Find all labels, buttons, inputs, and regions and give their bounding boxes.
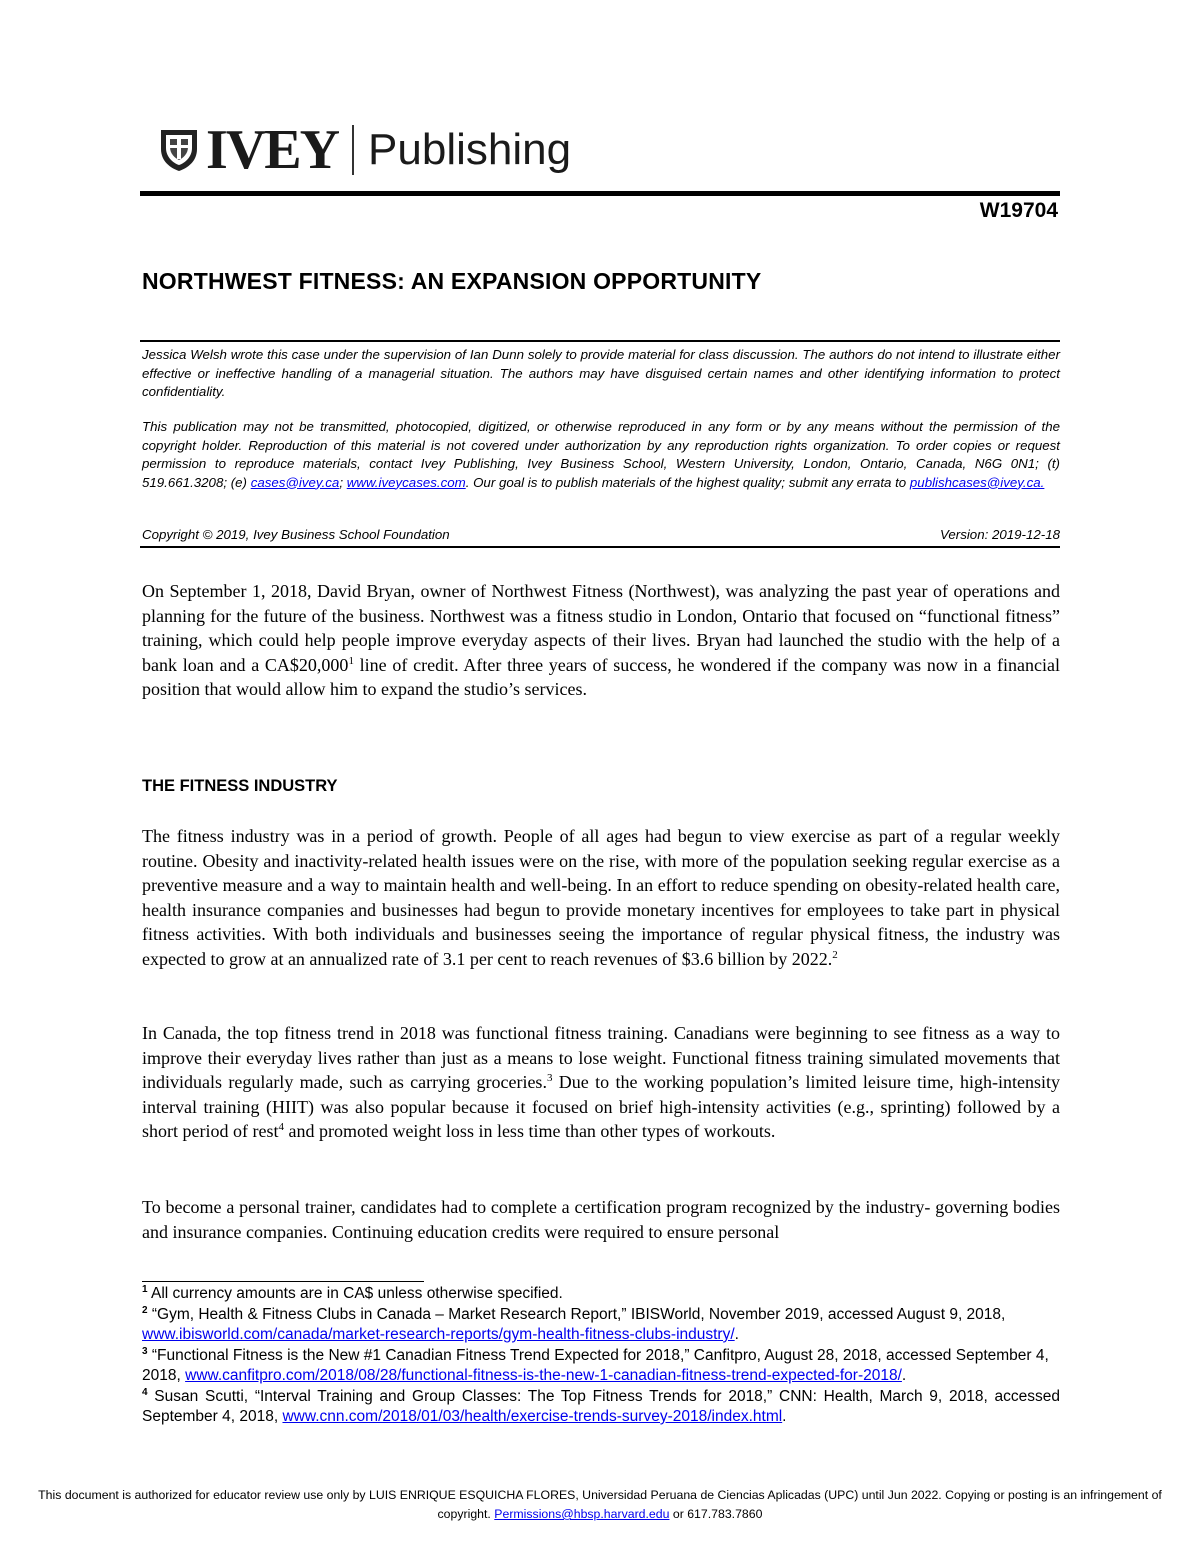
footnote-3: $^3$ “Functional Fitness is the New #1 Canadian Fitness Trend Expected for 2018,” Canfitpro, August 28, 2018, accessed September 4, 2018, www.canfitpro.com/2018/08/28/functional-fitness-is-the-new-1-canadian-fitness-trend-expected-for-2018/. — [142, 1345, 1049, 1384]
footnote-1: $^1$ All currency amounts are in CA$ unless otherwise specified. — [142, 1283, 563, 1302]
canada-text-a: In Canada, the top fitness trend in 2018 was functional fitness training. Canadians were beginning to see fitness as a way to improve their everyday lives rather than just as a means to lose weight. Functional fitness training simulated movements that individuals regularly made, such as carrying groceries. — [142, 1023, 1060, 1093]
intro-paragraph — [142, 579, 1060, 702]
ivey-publishing-logo — [158, 120, 571, 180]
canada-text-b: Due to the working population’s limited leisure time, high-intensity interval training (HIIT) was also popular because it focused on brief high-intensity activities (e.g., sprinting) followed by a short period of rest — [142, 1072, 1060, 1142]
notice-text: This document is authorized for educator review use only by LUIS ENRIQUE ESQUICHA FLORES, Universidad Peruana de Ciencias Aplicadas (UPC) until Jun 2022. Copying or posting is an infringement of copyright. — [38, 1488, 1162, 1521]
copyright-notice: Copyright © 2019, Ivey Business School Foundation — [142, 527, 450, 542]
logo-wordmark: IVEY — [206, 119, 339, 181]
industry-paragraph — [142, 824, 1060, 972]
case-title: NORTHWEST FITNESS: AN EXPANSION OPPORTUNITY — [142, 268, 762, 294]
copyright-row — [142, 527, 1060, 542]
errata-email-link[interactable]: publishcases@ivey.ca. — [909, 474, 1045, 490]
trainer-paragraph: To become a personal trainer, candidates had to complete a certification program recognized by the industry- governing bodies and insurance companies. Continuing education credits were required to ensure personal — [142, 1197, 1060, 1242]
iveycases-website-link[interactable]: www.iveycases.com — [346, 474, 466, 490]
footnote-4: $^4$ Susan Scutti, “Interval Training and Group Classes: The Top Fitness Trends for 2018,” CNN: Health, March 9, 2018, accessed September 4, 2018, www.cnn.com/2018/01/03/health/exercise-trends-survey-2018/index.html. — [142, 1386, 1060, 1425]
footnote-ref-1[interactable]: 1 — [348, 654, 354, 667]
section-heading: THE FITNESS INDUSTRY — [142, 777, 338, 795]
authorization-notice — [20, 1486, 1180, 1524]
version-label: Version: 2019-12-18 — [940, 527, 1060, 542]
footnote-4-link[interactable]: www.cnn.com/2018/01/03/health/exercise-trends-survey-2018/index.html — [282, 1408, 783, 1425]
footnote-rule — [142, 1281, 424, 1282]
rights-text: This publication may not be transmitted, photocopied, digitized, or otherwise reproduced in any form or by any means without the permission of the copyright holder. Reproduction of this material is not covered under authorization by any reproduction rights organization. To order copies or request permission to reproduce materials, contact Ivey Publishing, Ivey Business School, Western University, London, Ontario, Canada, N6G 0N1; (t) 519.661.3208; (e) — [142, 419, 1060, 490]
canada-text-c: and promoted weight loss in less time than other types of workouts. — [283, 1121, 776, 1142]
footnote-ref-4[interactable]: 4 — [278, 1121, 284, 1134]
footnote-2: $^2$ “Gym, Health & Fitness Clubs in Canada – Market Research Report,” IBISWorld, November 2019, accessed August 9, 2018, www.ibisworld.com/canada/market-research-reports/gym-health-fitness-clubs-industry/. — [142, 1304, 1006, 1343]
authorship-disclaimer: Jessica Welsh wrote this case under the supervision of Ian Dunn solely to provide material for class discussion. The authors do not intend to illustrate either effective or ineffective handling of a managerial situation. The authors may have disguised certain names and other identifying information to protect confidentiality. — [142, 347, 1060, 399]
footnote-3-link[interactable]: www.canfitpro.com/2018/08/28/functional-fitness-is-the-new-1-canadian-fitness-trend-expected-for-2018/ — [185, 1367, 902, 1384]
rights-text-2: . Our goal is to publish materials of the highest quality; submit any errata to — [465, 474, 907, 490]
footnotes — [142, 1284, 1060, 1428]
logo-divider — [352, 125, 354, 175]
logo-publisher: Publishing — [368, 125, 572, 174]
crest-icon — [158, 127, 200, 173]
canada-paragraph — [142, 1021, 1060, 1144]
intro-text-b: line of credit. After three years of success, he wondered if the company was now in a financial position that would allow him to expand the studio’s services. — [142, 654, 1061, 700]
intro-text-a: On September 1, 2018, David Bryan, owner of Northwest Fitness (Northwest), was analyzing the past year of operations and planning for the future of the business. Northwest was a fitness studio in London, Ontario that focused on “functional fitness” training, which could help people improve everyday aspects of their lives. Bryan had launched the studio with the help of a bank loan and a CA$20,000 — [142, 581, 1060, 675]
footnote-ref-3[interactable]: 3 — [546, 1072, 553, 1085]
disclaimer-bottom-rule — [140, 546, 1060, 548]
rights-disclaimer — [142, 418, 1060, 492]
link-separator: ; — [339, 474, 344, 490]
footnote-ref-2[interactable]: 2 — [832, 948, 838, 961]
notice-tail: or 617.783.7860 — [669, 1507, 763, 1521]
industry-text: The fitness industry was in a period of growth. People of all ages had begun to view exercise as part of a regular weekly routine. Obesity and inactivity-related health issues were on the rise, with more of the population seeking regular exercise as a preventive measure and a way to maintain health and well-being. In an effort to reduce spending on obesity-related health care, health insurance companies and businesses had begun to provide monetary incentives for employees to take part in physical fitness activities. With both individuals and businesses seeing the importance of regular physical fitness, the industry was expected to grow at an annualized rate of 3.1 per cent to reach revenues of $3.6 billion by 2022. — [142, 826, 1060, 969]
header-rule — [140, 191, 1060, 196]
case-number: W19704 — [979, 199, 1058, 222]
permissions-email-link[interactable]: Permissions@hbsp.harvard.edu — [494, 1507, 670, 1521]
cases-email-link[interactable]: cases@ivey.ca — [250, 474, 340, 490]
footnote-2-link[interactable]: www.ibisworld.com/canada/market-research-reports/gym-health-fitness-clubs-industry/ — [142, 1326, 735, 1343]
disclaimer-top-rule — [140, 340, 1060, 342]
